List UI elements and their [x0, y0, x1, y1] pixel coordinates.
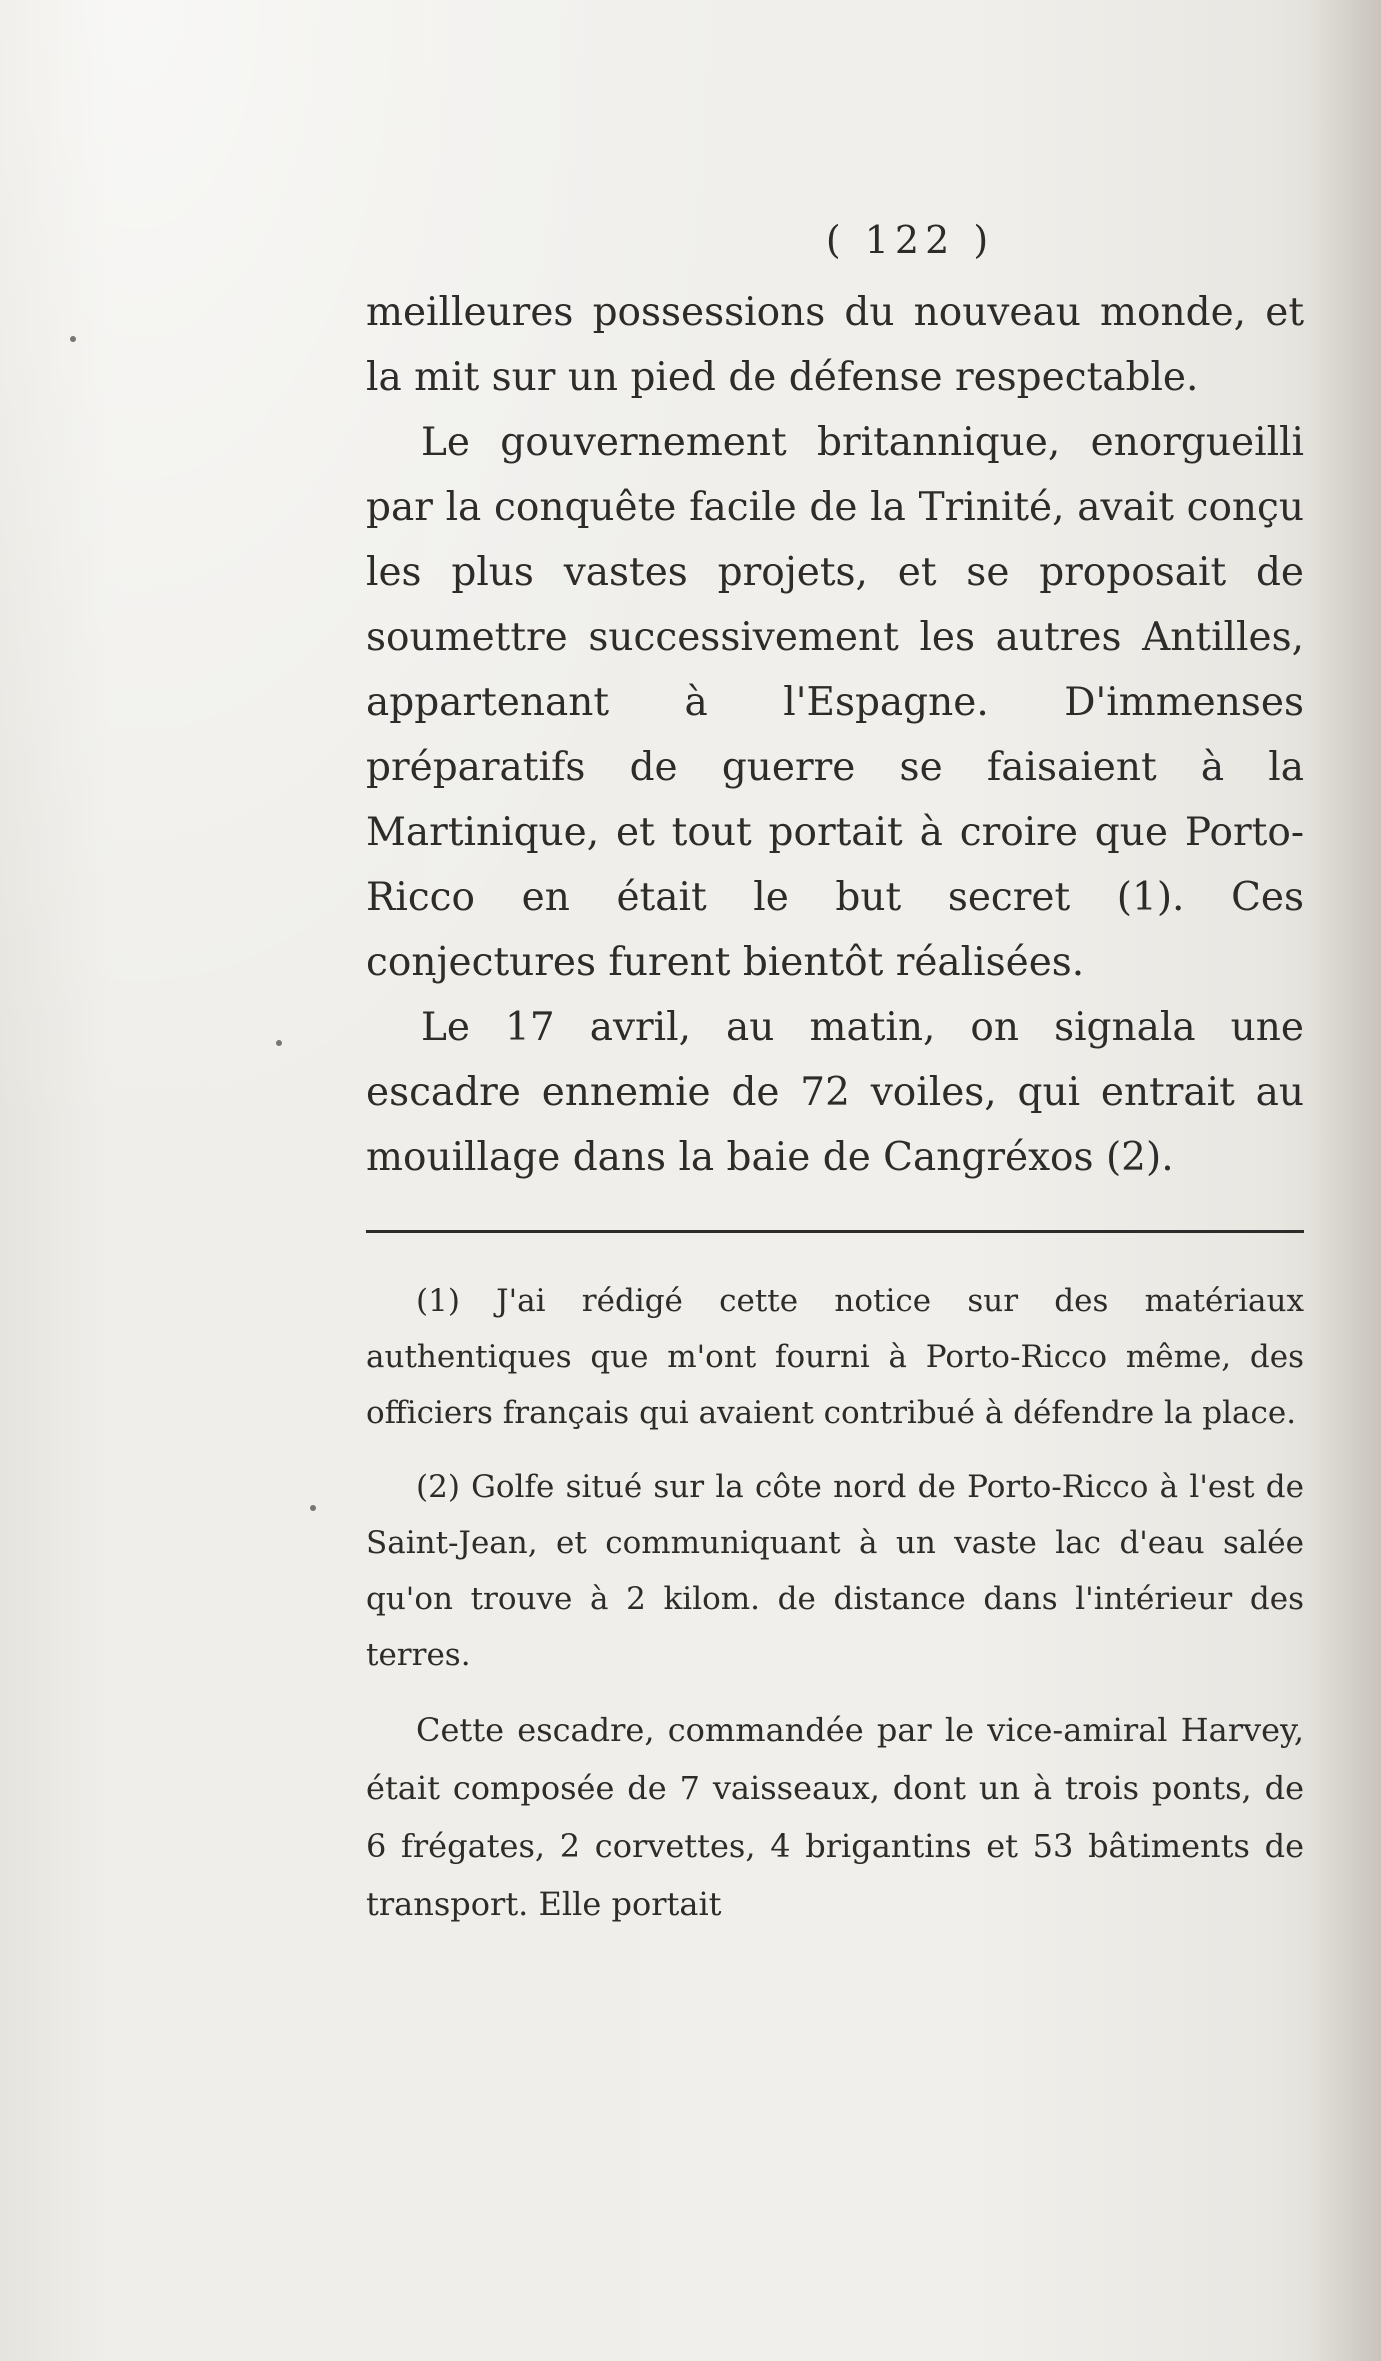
page-number: ( 122 ) [825, 218, 995, 262]
footnote-2: (2) Golfe situé sur la côte nord de Porto-Ricco à l'est de Saint-Jean, et communiquant à un vaste lac d'eau salée qu'on trouve à 2 kilom. de distance dans l'intérieur des terres. [366, 1469, 1304, 1673]
page-text-block [366, 200, 1304, 1933]
main-paragraph-2: Le gouvernement britannique, enorgueilli par la conquête facile de la Trinité, avait conçu les plus vastes projets, et se proposait de soumettre successivement les autres Antilles, appartenant à l'Espagne. D'immenses préparatifs de guerre se faisaient à la Martinique, et tout portait à croire que Porto-Ricco en était le but secret (1). Ces conjectures furent bientôt réalisées. [366, 420, 1304, 985]
page-gutter-shadow [1311, 0, 1381, 2361]
main-text [366, 280, 1304, 1190]
continuation-text [366, 1701, 1304, 1933]
footnote-separator-rule [366, 1230, 1304, 1233]
paper-speck [276, 1040, 282, 1046]
main-paragraph-3: Le 17 avril, au matin, on signala une escadre ennemie de 72 voiles, qui entrait au mouillage dans la baie de Cangréxos (2). [366, 1005, 1304, 1180]
continuation-paragraph-1: Cette escadre, commandée par le vice-amiral Harvey, était composée de 7 vaisseaux, dont un à trois ponts, de 6 frégates, 2 corvettes, 4 brigantins et 53 bâtiments de transport. Elle portait [366, 1711, 1304, 1923]
paper-speck [70, 336, 76, 342]
footnotes [366, 1273, 1304, 1683]
paper-speck [310, 1505, 316, 1511]
footnote-1: (1) J'ai rédigé cette notice sur des matériaux authentiques que m'ont fourni à Porto-Ricco même, des officiers français qui avaient contribué à défendre la place. [366, 1283, 1304, 1431]
main-paragraph-1: meilleures possessions du nouveau monde, et la mit sur un pied de défense respectable. [366, 290, 1304, 400]
